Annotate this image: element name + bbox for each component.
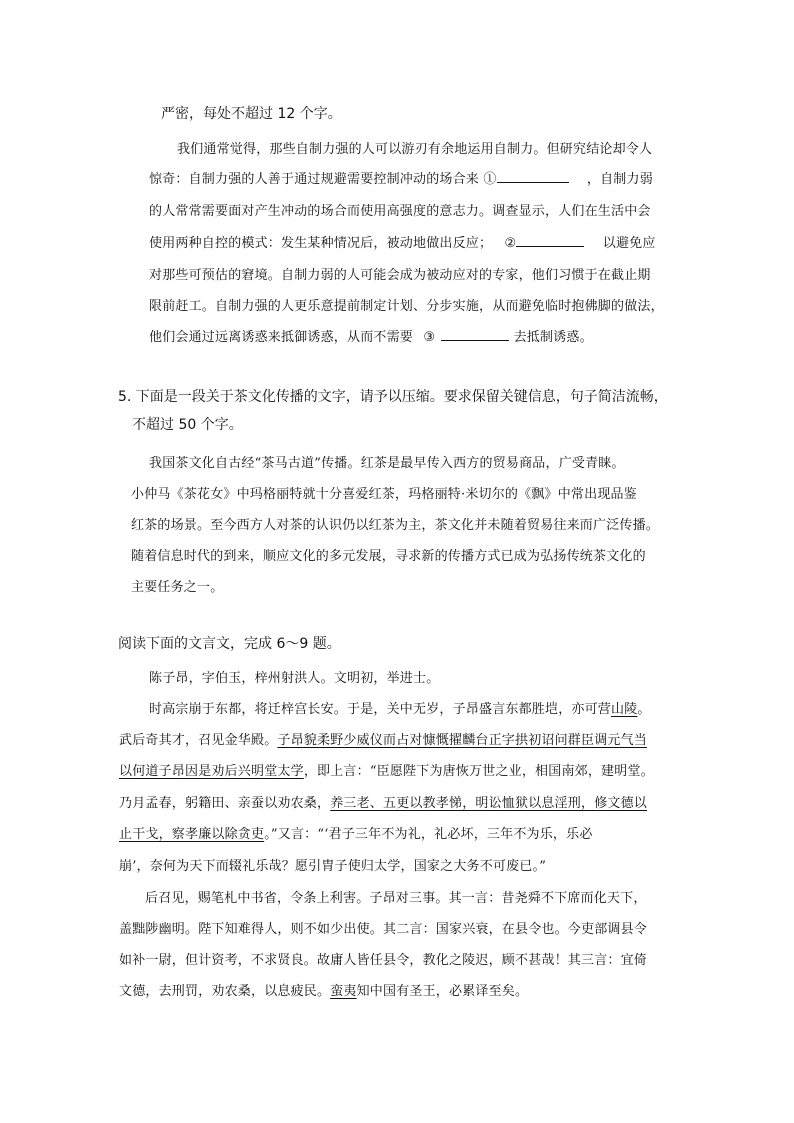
reading-line [119, 823, 593, 842]
reading-line: 后召见，赐笔札中书省，令条上利害。子昂对三事。其一言：昔尧舜不下席而化天下， [145, 891, 647, 906]
reading-text: 乃月孟春，躬籍田、亲蚕以劝农桑， [119, 796, 331, 811]
passage-text: ，自制力弱 [586, 172, 653, 187]
tea-passage-line: 随着信息时代的到来，顺应文化的多元发展，寻求新的传播方式已成为弘扬传统茶文化的 [131, 549, 646, 564]
intro-tail-line: 严密，每处不超过 12 个字。 [161, 106, 342, 122]
reading-text: ，即上言：“臣愿陛下为唐恢万世之业，相国南郊，建明堂。 [303, 764, 654, 779]
reading-line [119, 729, 647, 748]
reading-line [119, 760, 654, 779]
blank-marker-2: ② [504, 236, 517, 251]
passage-line [149, 326, 593, 345]
passage-line [149, 232, 656, 251]
tea-passage-line: 小仲马《茶花女》中玛格丽特就十分喜爱红茶，玛格丽特·米切尔的《飘》中常出现品鉴 [131, 487, 637, 502]
answer-blank-1[interactable] [497, 170, 569, 183]
underlined-term: 蛮夷 [330, 984, 357, 999]
passage-line: 限前赶工。自制力强的人更乐意提前制定计划、分步实施，从而避免临时抱佛脚的做法， [149, 299, 664, 314]
blank-marker-3: ③ [423, 330, 436, 345]
tea-passage-line: 红茶的场景。至今西方人对茶的认识仍以红茶为主，茶文化并未随着贸易往来而广泛传播。 [131, 518, 660, 533]
passage-line: 对那些可预估的窘境。自制力弱的人可能会成为被动应对的专家，他们习惯于在截止期 [149, 268, 651, 283]
answer-blank-3[interactable] [441, 328, 509, 341]
underlined-sentence: 以何道子昂因是劝后兴明堂太学 [119, 764, 304, 779]
reading-text: 知中国有圣王，必累译至矣。 [356, 984, 529, 999]
passage-text: 他们会通过远离诱惑来抵御诱惑，从而不需要 [149, 330, 414, 345]
underlined-sentence: 止干戈，察孝廉以除贪吏 [119, 827, 265, 842]
reading-text: 文德，去刑罚，劝农桑，以息疲民。 [119, 984, 331, 999]
reading-line: 如补一尉，但计资考，不求贤良。故庸人皆任县令，教化之陵迟，顾不甚哉！其三言：宜倚 [119, 953, 648, 968]
passage-text: 使用两种自控的模式：发生某种情况后，被动地做出反应； [149, 236, 493, 251]
passage-text: 惊奇：自制力强的人善于通过规避需要控制冲动的场合来 [149, 172, 480, 187]
reading-line: 陈子昂，字伯玉，梓州射洪人。文明初，举进士。 [149, 671, 440, 686]
passage-line [149, 168, 653, 187]
reading-text: 。 [637, 702, 651, 717]
underlined-sentence: 子昂貌柔野少威仪而占对慷慨擢麟台正字拱初诏问群臣调元气当 [277, 733, 648, 748]
reading-text: 时高宗崩于东都，将迁梓宫长安。于是，关中无岁，子昂盛言东都胜垲，亦可营 [149, 702, 612, 717]
reading-line [149, 698, 651, 717]
passage-text: 去抵制诱惑。 [513, 330, 593, 345]
reading-heading: 阅读下面的文言文，完成 6～9 题。 [118, 636, 341, 652]
reading-text: 。”又言：“‘君子三年不为礼，礼必坏，三年不为乐，乐必 [264, 827, 593, 842]
question-5-prompt-cont: 不超过 50 个字。 [132, 417, 243, 433]
tea-passage-line: 主要任务之一。 [131, 580, 224, 595]
reading-line: 崩’，奈何为天下而辍礼乐哉？愿引胄子使归太学，国家之大务不可废已。” [119, 859, 547, 874]
underlined-term: 山陵 [611, 702, 638, 717]
reading-text: 武后奇其才，召见金华殿。 [119, 733, 278, 748]
passage-line: 我们通常觉得，那些自制力强的人可以游刃有余地运用自制力。但研究结论却令人 [177, 142, 653, 157]
underlined-sentence: 养三老、五更以教孝悌，明讼恤狱以息淫刑，修文德以 [330, 796, 648, 811]
reading-line [119, 980, 528, 999]
question-5-prompt: 5. 下面是一段关于茶文化传播的文字，请予以压缩。要求保留关键信息，句子简洁流畅， [118, 389, 668, 405]
reading-line: 盖黜陟幽明。陛下知难得人，则不如少出使。其二言：国家兴衰，在县令也。今吏部调县令 [119, 922, 648, 937]
reading-line [119, 792, 647, 811]
blank-marker-1: ① [483, 172, 497, 187]
tea-passage-line: 我国茶文化自古经“茶马古道”传播。红茶是最早传入西方的贸易商品，广受青睐。 [149, 456, 625, 471]
answer-blank-2[interactable] [516, 234, 584, 247]
passage-line: 的人常常需要面对产生冲动的场合而使用高强度的意志力。调查显示，人们在生活中会 [149, 204, 651, 219]
passage-text: 以避免应 [602, 236, 656, 251]
